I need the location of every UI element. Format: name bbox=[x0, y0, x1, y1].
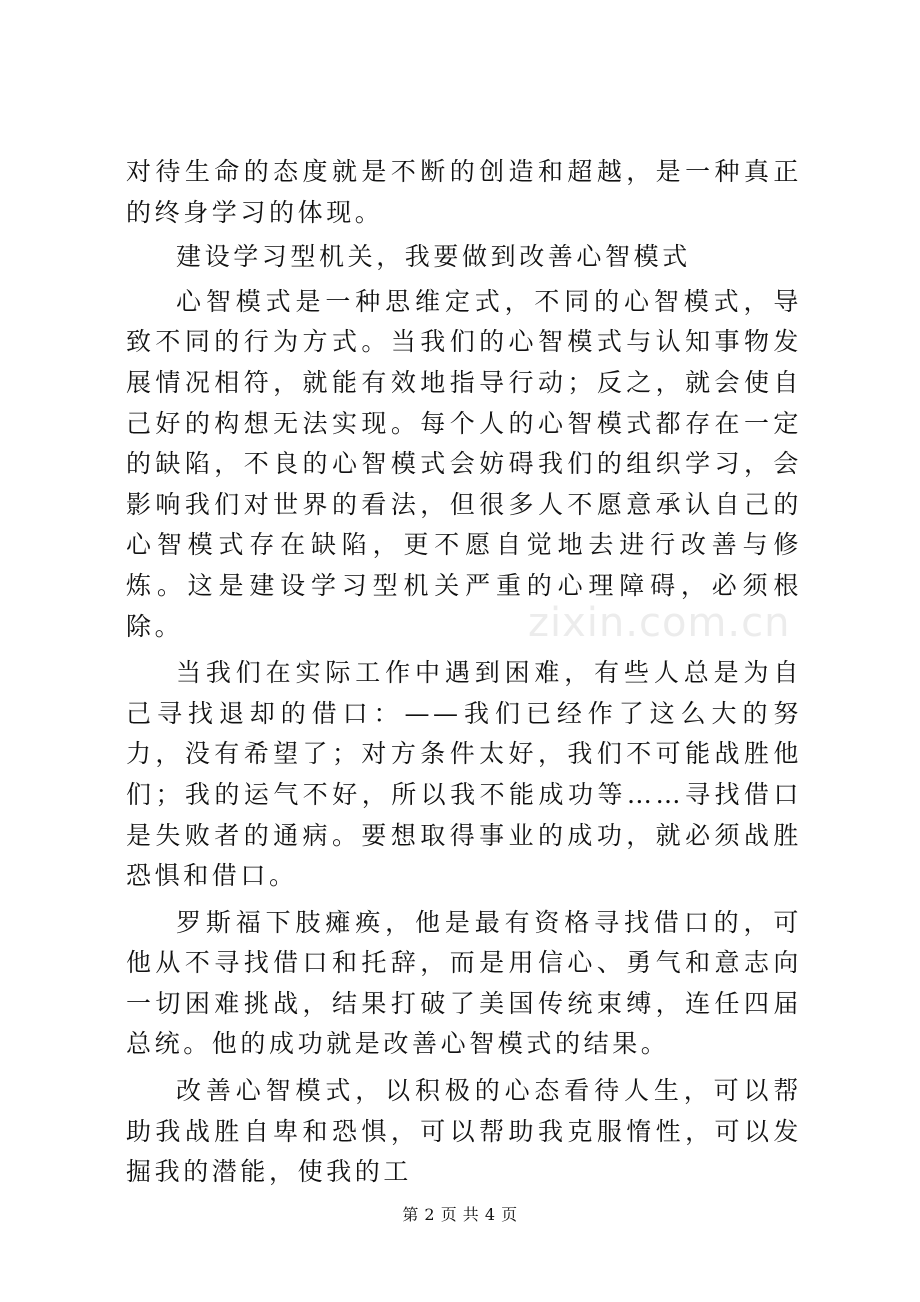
paragraph-mental-models: 心智模式是一种思维定式，不同的心智模式，导致不同的行为方式。当我们的心智模式与认知事物发展情况相符，就能有效地指导行动；反之，就会使自己好的构想无法实现。每个人的心智模式都存在一定的缺陷，不良的心智模式会妨碍我们的组织学习，会影响我们对世界的看法，但很多人不愿意承认自己的心智模式存在缺陷，更不愿自觉地去进行改善与修炼。这是建设学习型机关严重的心理障碍，必须根除。 bbox=[126, 286, 802, 641]
section-heading: 建设学习型机关，我要做到改善心智模式 bbox=[176, 242, 691, 272]
page-footer: 第 2 页 共 4 页 bbox=[402, 1205, 518, 1224]
paragraph-roosevelt: 罗斯福下肢瘫痪，他是最有资格寻找借口的，可他从不寻找借口和托辞，而是用信心、勇气和意志向一切困难挑战，结果打破了美国传统束缚，连任四届总统。他的成功就是改善心智模式的结果。 bbox=[126, 907, 802, 1059]
paragraph-continuation: 对待生命的态度就是不断的创造和超越，是一种真正的终身学习的体现。 bbox=[126, 157, 802, 227]
paragraph-improve-mindset: 改善心智模式，以积极的心态看待人生，可以帮助我战胜自卑和恐惧，可以帮助我克服惰性，可以发掘我的潜能，使我的工 bbox=[126, 1076, 802, 1187]
site-watermark: zixin.com.cn bbox=[528, 600, 791, 646]
document-body bbox=[126, 152, 802, 1193]
paragraph-excuses: 当我们在实际工作中遇到困难，有些人总是为自己寻找退却的借口：——我们已经作了这么大的努力，没有希望了；对方条件太好，我们不可能战胜他们；我的运气不好，所以我不能成功等……寻找借口是失败者的通病。要想取得事业的成功，就必须战胜恐惧和借口。 bbox=[126, 658, 802, 891]
